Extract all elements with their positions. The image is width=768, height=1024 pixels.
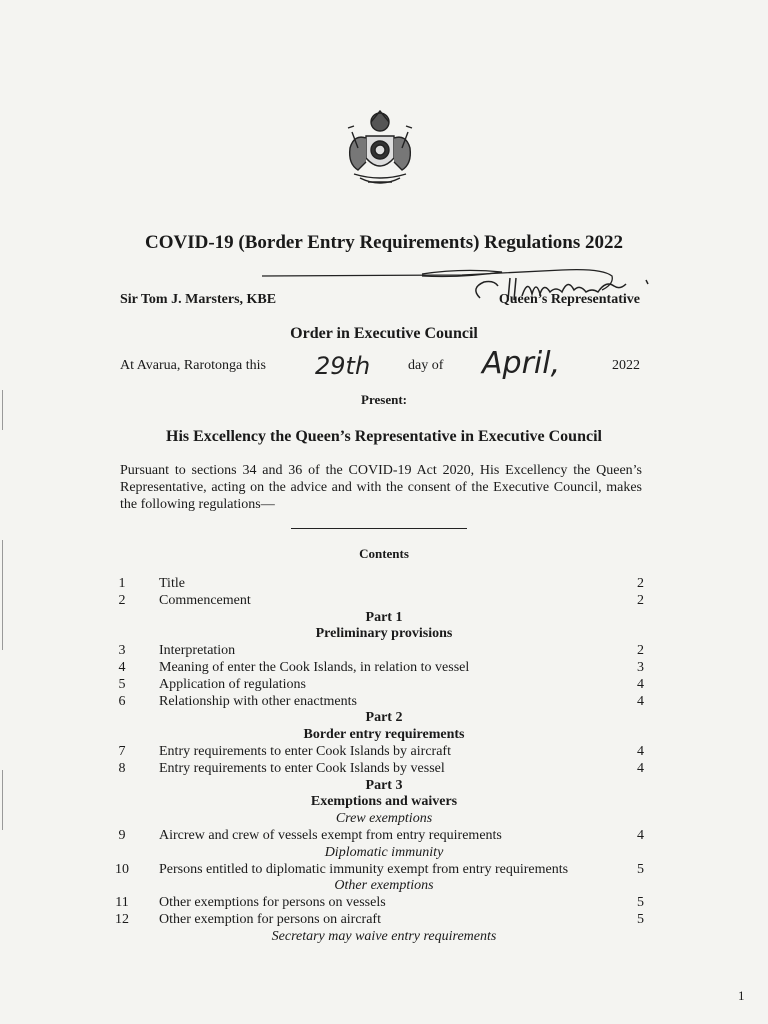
toc-subheading — [114, 845, 654, 862]
order-heading: Order in Executive Council — [290, 325, 478, 342]
enacting-paragraph: Pursuant to sections 34 and 36 of the COVID-19 Act 2020, His Excellency the Queen’s Representative, acting on the advice and with the consent of the Executive Council, makes the following regulations— — [120, 463, 642, 512]
toc-entry — [114, 895, 654, 912]
toc-entry-title: Application of regulations — [159, 676, 306, 692]
toc-entry-title: Aircrew and crew of vessels exempt from entry requirements — [159, 827, 502, 843]
toc-entry-title: Other exemptions for persons on vessels — [159, 895, 386, 911]
handwritten-day: 29th — [315, 352, 371, 380]
toc-part-heading — [114, 610, 654, 627]
toc-entry-page: 2 — [637, 643, 644, 659]
toc-entry-title: Entry requirements to enter Cook Islands by vessel — [159, 760, 445, 776]
toc-entry-title: Persons entitled to diplomatic immunity exempt from entry requirements — [159, 861, 569, 877]
toc-subheading-text: Crew exemptions — [335, 811, 433, 827]
toc-entry-title: Entry requirements to enter Cook Islands by aircraft — [159, 743, 451, 759]
toc-part-heading — [114, 626, 654, 643]
handwritten-signature — [470, 270, 660, 306]
toc-entry — [114, 660, 654, 677]
toc-entry-page: 4 — [637, 676, 644, 692]
contents-heading: Contents — [359, 546, 409, 561]
toc-entry-page: 2 — [637, 576, 644, 591]
toc-entry — [114, 593, 654, 610]
toc-entry — [114, 694, 654, 711]
toc-part-heading — [114, 778, 654, 795]
toc-entry — [114, 677, 654, 694]
present-label: Present: — [361, 392, 407, 407]
toc-entry-number: 1 — [118, 576, 126, 591]
toc-subheading-text: Diplomatic immunity — [324, 844, 444, 860]
toc-entry-page: 4 — [637, 693, 644, 709]
toc-entry — [114, 862, 654, 879]
toc-entry-title: Commencement — [159, 592, 251, 608]
toc-entry-title: Title — [159, 576, 185, 591]
page-number: 1 — [738, 988, 745, 1003]
toc-entry-title: Interpretation — [159, 643, 236, 659]
toc-entry-number: 12 — [115, 911, 129, 927]
toc-entry — [114, 912, 654, 929]
regulation-title: COVID-19 (Border Entry Requirements) Regulations 2022 — [145, 232, 623, 253]
toc-entry-page: 5 — [637, 861, 644, 877]
table-of-contents — [114, 576, 654, 946]
toc-entry-number: 6 — [118, 693, 126, 709]
toc-part-heading-text: Part 1 — [365, 609, 403, 625]
toc-part-heading-text: Part 3 — [365, 777, 403, 793]
toc-part-heading-text: Exemptions and waivers — [310, 794, 458, 810]
toc-entry-number: 5 — [118, 676, 126, 692]
toc-part-heading — [114, 710, 654, 727]
toc-entry-page: 5 — [637, 911, 644, 927]
toc-entry-number: 10 — [115, 861, 129, 877]
toc-entry-title: Meaning of enter the Cook Islands, in relation to vessel — [159, 659, 470, 675]
excellency-heading: His Excellency the Queen’s Representative in Executive Council — [166, 428, 602, 445]
toc-subheading — [114, 878, 654, 895]
toc-entry-title: Other exemption for persons on aircraft — [159, 911, 381, 927]
toc-entry-number: 2 — [118, 592, 126, 608]
toc-part-heading-text: Part 2 — [365, 710, 403, 726]
day-of-text: day of — [408, 358, 444, 373]
toc-part-heading-text: Border entry requirements — [303, 727, 465, 743]
toc-entry-number: 11 — [115, 895, 129, 911]
toc-entry — [114, 576, 654, 593]
toc-entry-number: 9 — [118, 827, 126, 843]
toc-entry-page: 4 — [637, 827, 644, 843]
scan-margin-mark — [2, 770, 3, 830]
toc-subheading — [114, 811, 654, 828]
toc-entry-page: 5 — [637, 895, 644, 911]
toc-entry-page: 4 — [637, 743, 644, 759]
toc-part-heading-text: Preliminary provisions — [315, 626, 453, 642]
toc-part-heading — [114, 727, 654, 744]
section-divider — [291, 528, 467, 529]
handwritten-month: April, — [482, 346, 561, 381]
toc-subheading — [114, 929, 654, 946]
toc-entry — [114, 643, 654, 660]
toc-entry-number: 7 — [118, 743, 126, 759]
toc-entry — [114, 828, 654, 845]
toc-entry-page: 4 — [637, 760, 644, 776]
year-text: 2022 — [612, 358, 640, 373]
toc-entry — [114, 761, 654, 778]
coat-of-arms-emblem — [340, 108, 420, 190]
toc-entry-number: 4 — [118, 659, 126, 675]
toc-part-heading — [114, 794, 654, 811]
toc-entry-number: 3 — [118, 643, 126, 659]
toc-entry-page: 3 — [637, 659, 644, 675]
signer-role: Queen’s Representative — [498, 292, 640, 307]
toc-entry-title: Relationship with other enactments — [159, 693, 357, 709]
toc-entry-page: 2 — [637, 592, 644, 608]
toc-entry-number: 8 — [118, 760, 126, 776]
place-text: At Avarua, Rarotonga this — [120, 358, 266, 373]
toc-entry — [114, 744, 654, 761]
signer-name: Sir Tom J. Marsters, KBE — [120, 292, 277, 307]
date-line — [120, 346, 640, 382]
toc-subheading-text: Other exemptions — [334, 878, 434, 894]
toc-subheading-text: Secretary may waive entry requirements — [271, 928, 497, 944]
